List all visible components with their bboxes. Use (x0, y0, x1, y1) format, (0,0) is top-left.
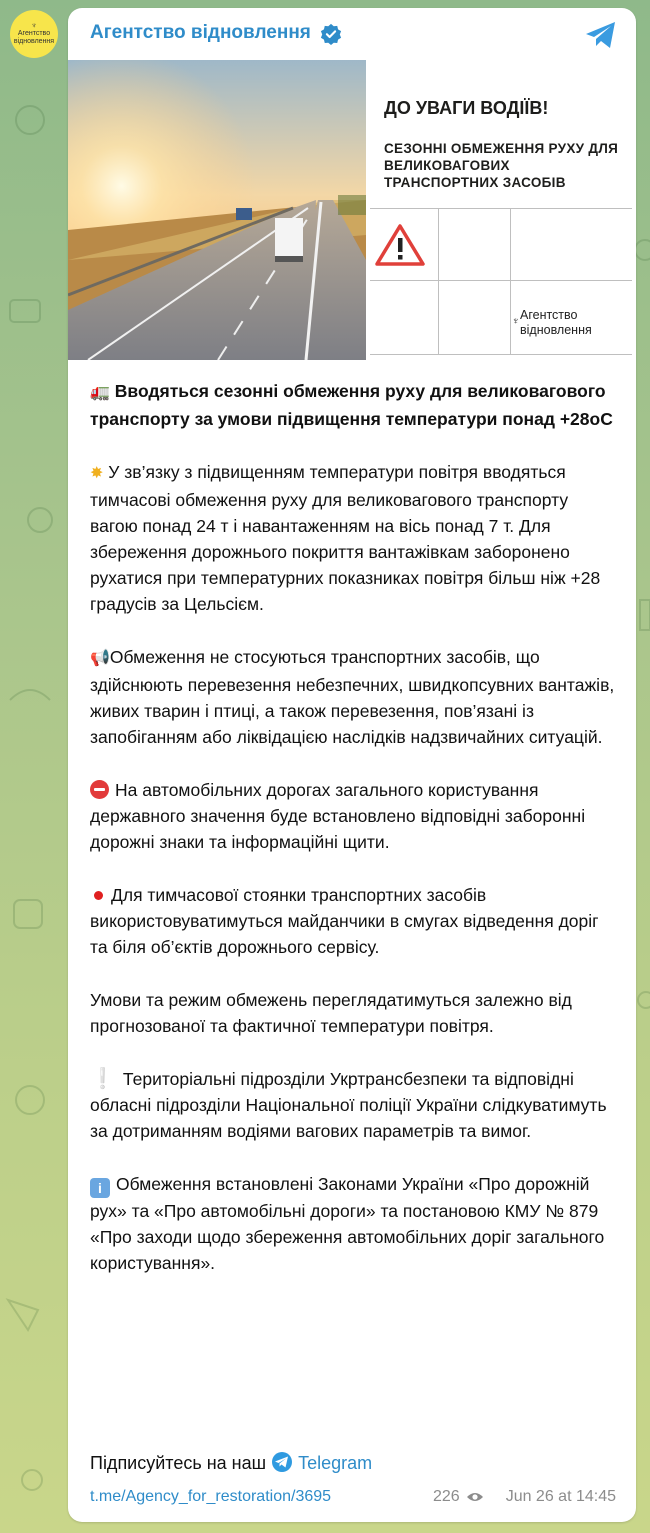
truck-icon: 🚛 (90, 384, 110, 401)
red-dot-icon (94, 891, 103, 900)
sun-icon: ✸ (90, 465, 104, 482)
message-card (68, 8, 636, 1522)
channel-name[interactable]: Агентство відновлення (90, 22, 311, 43)
no-entry-icon (90, 780, 109, 799)
paragraph-heat: ✸ У зв’язку з підвищенням температури повітря вводяться тимчасові обмеження руху для великовагового транспорту вагою понад 24 т і навантаженням на вісь понад 7 т. Для збереження дорожнього покриття вантажівкам заборонено рухатися при температурних показниках повітря більш ніж +28 градусів за Цельсієм. (90, 462, 601, 614)
post-url-link[interactable]: t.me/Agency_for_restoration/3695 (90, 1488, 332, 1505)
message-text (90, 378, 620, 1303)
paragraph-control: ❕ Територіальні підрозділи Укртрансбезпеки та відповідні обласні підрозділи Національної поліції України слідкуватимуть за дотриманням водіями вагових параметрів та вимог. (90, 1068, 607, 1141)
headline-paragraph: 🚛 Вводяться сезонні обмеження руху для великовагового транспорту за умови підвищення температури понад +28оС (90, 381, 613, 429)
banner-logo: ♆ Агентство відновлення (512, 308, 592, 337)
message-meta (433, 1488, 616, 1506)
subscribe-line: Підписуйтесь на наш Telegram (90, 1453, 373, 1473)
banner-info-panel (366, 60, 636, 360)
post-image[interactable] (68, 60, 636, 360)
banner-subtitle: СЕЗОННІ ОБМЕЖЕННЯ РУХУ ДЛЯ ВЕЛИКОВАГОВИХ ТРАНСПОРТНИХ ЗАСОБІВ (384, 141, 619, 190)
telegram-share-icon[interactable] (584, 20, 618, 50)
highway-photo (68, 60, 366, 360)
verified-badge-icon (320, 23, 342, 45)
banner-title: ДО УВАГИ ВОДІЇВ! (384, 98, 549, 118)
trident-icon: ♆ (31, 21, 37, 30)
paragraph-parking: Для тимчасової стоянки транспортних засобів використовуватимуться майданчики в смугах відведення доріг та біля об’єктів дорожнього сервісу. (90, 885, 599, 957)
post-date: Jun 26 at 14:45 (505, 1488, 616, 1505)
paragraph-conditions: Умови та режим обмежень переглядатимуться залежно від прогнозованої та фактичної температури повітря. (90, 990, 572, 1036)
megaphone-icon: 📢 (90, 650, 110, 667)
paragraph-exemptions: 📢Обмеження не стосуються транспортних засобів, що здійснюють перевезення небезпечних, швидкопсувних вантажів, живих тварин і птиці, а також перевезення, пов’язані із запобіганням або ліквідацією наслідків надзвичайних ситуацій. (90, 647, 615, 747)
view-count: 226 (432, 1488, 460, 1505)
avatar-text-line2: відновлення (13, 38, 55, 45)
eye-icon (466, 1491, 484, 1503)
message-header (68, 8, 636, 60)
info-icon: i (90, 1178, 110, 1198)
paragraph-road-signs: На автомобільних дорогах загального користування державного значення буде встановлено відповідні заборонні дорожні знаки та інформаційні щити. (90, 780, 586, 852)
channel-avatar[interactable] (10, 10, 58, 58)
paragraph-laws: i Обмеження встановлені Законами України «Про дорожній рух» та «Про автомобільні дороги» та постановою КМУ № 879 «Про заходи щодо збереження автомобільних доріг загального користування». (90, 1174, 605, 1273)
warning-triangle-icon (374, 222, 426, 268)
exclamation-icon: ❕ (90, 1068, 115, 1090)
telegram-icon (272, 1452, 292, 1472)
telegram-link[interactable]: Telegram (298, 1453, 373, 1473)
trident-icon: ♆ (512, 316, 520, 327)
avatar-text-line1: Агентство (17, 30, 51, 37)
